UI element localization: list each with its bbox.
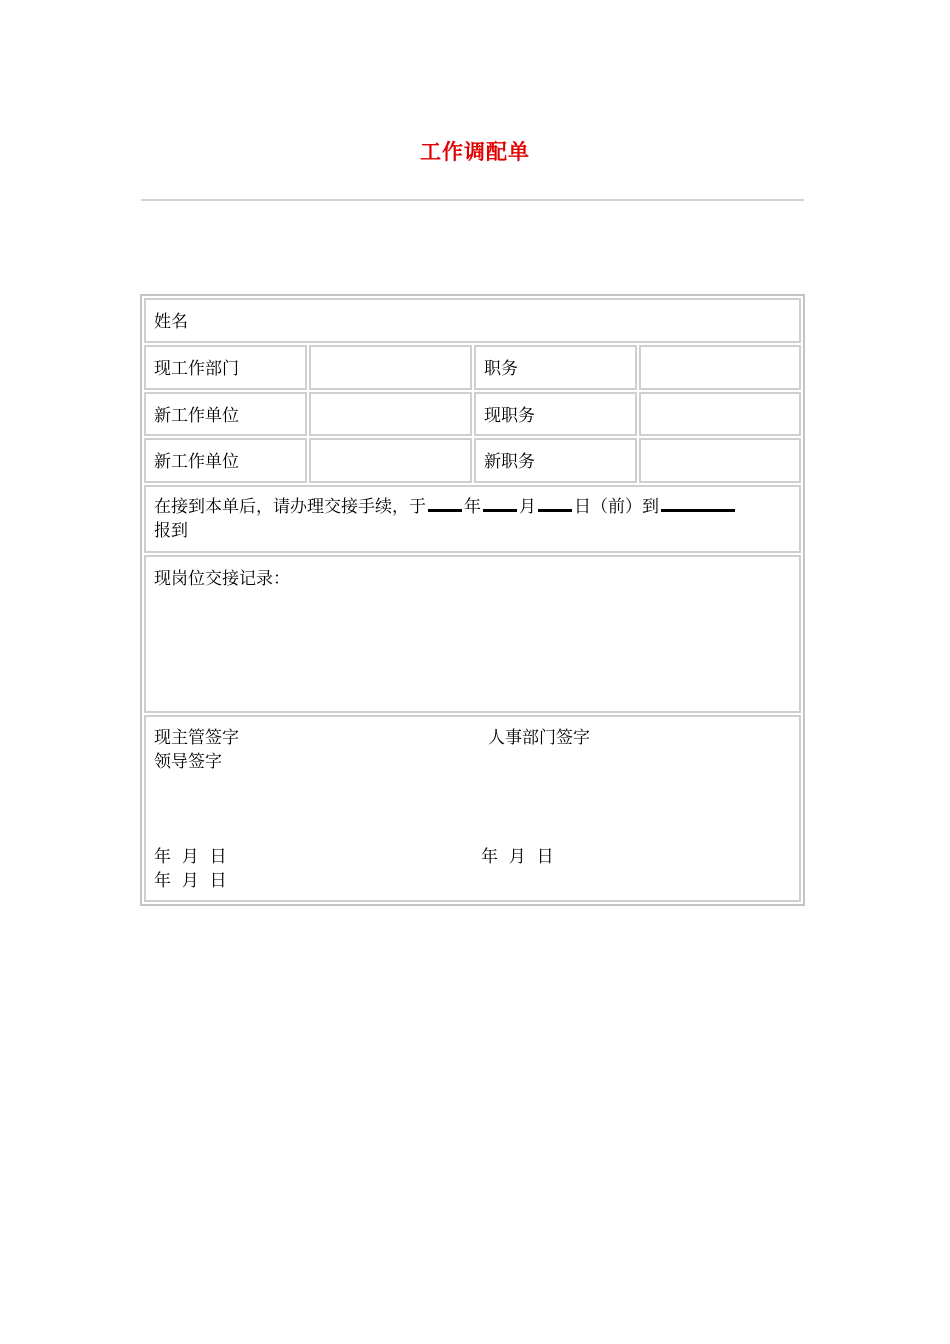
notice-text: 在接到本单后，请办理交接手续，于 (154, 497, 426, 517)
supervisor-date: 年 月 日 (154, 847, 227, 867)
notice-cell (144, 485, 801, 553)
leader-signature-label: 领导签字 (154, 752, 222, 772)
handover-label: 现岗位交接记录： (154, 569, 290, 589)
new-position-field[interactable] (639, 438, 801, 483)
position-label: 职务 (484, 359, 518, 379)
handover-record-area[interactable] (144, 555, 801, 713)
month-blank[interactable] (483, 496, 517, 512)
hr-signature-label: 人事部门签字 (488, 728, 590, 748)
new-unit-label-1: 新工作单位 (154, 406, 239, 426)
new-unit-field-1[interactable] (309, 392, 472, 436)
new-unit-label-2: 新工作单位 (154, 452, 239, 472)
new-unit-label-cell-1 (144, 392, 307, 436)
hr-date: 年 月 日 (481, 847, 554, 867)
name-cell (144, 298, 801, 343)
title-divider (141, 199, 804, 201)
current-position-label: 现职务 (484, 406, 535, 426)
leader-date: 年 月 日 (154, 871, 227, 891)
day-blank[interactable] (538, 496, 572, 512)
new-position-label-cell (474, 438, 637, 483)
position-label-cell (474, 345, 637, 390)
year-label: 年 (464, 497, 481, 517)
supervisor-signature-label: 现主管签字 (154, 728, 239, 748)
current-dept-field[interactable] (309, 345, 472, 390)
name-label: 姓名 (154, 312, 188, 332)
notice-line-1 (154, 495, 791, 519)
notice-line-2: 报到 (154, 521, 188, 541)
current-dept-label: 现工作部门 (154, 359, 239, 379)
current-position-label-cell (474, 392, 637, 436)
destination-blank[interactable] (661, 496, 735, 512)
day-before-label: 日（前）到 (574, 497, 659, 517)
new-unit-field-2[interactable] (309, 438, 472, 483)
transfer-form (140, 294, 805, 906)
current-position-field[interactable] (639, 392, 801, 436)
new-position-label: 新职务 (484, 452, 535, 472)
month-label: 月 (519, 497, 536, 517)
page-title: 工作调配单 (420, 140, 530, 164)
signature-area (144, 715, 801, 902)
position-field[interactable] (639, 345, 801, 390)
current-dept-label-cell (144, 345, 307, 390)
new-unit-label-cell-2 (144, 438, 307, 483)
year-blank[interactable] (428, 496, 462, 512)
